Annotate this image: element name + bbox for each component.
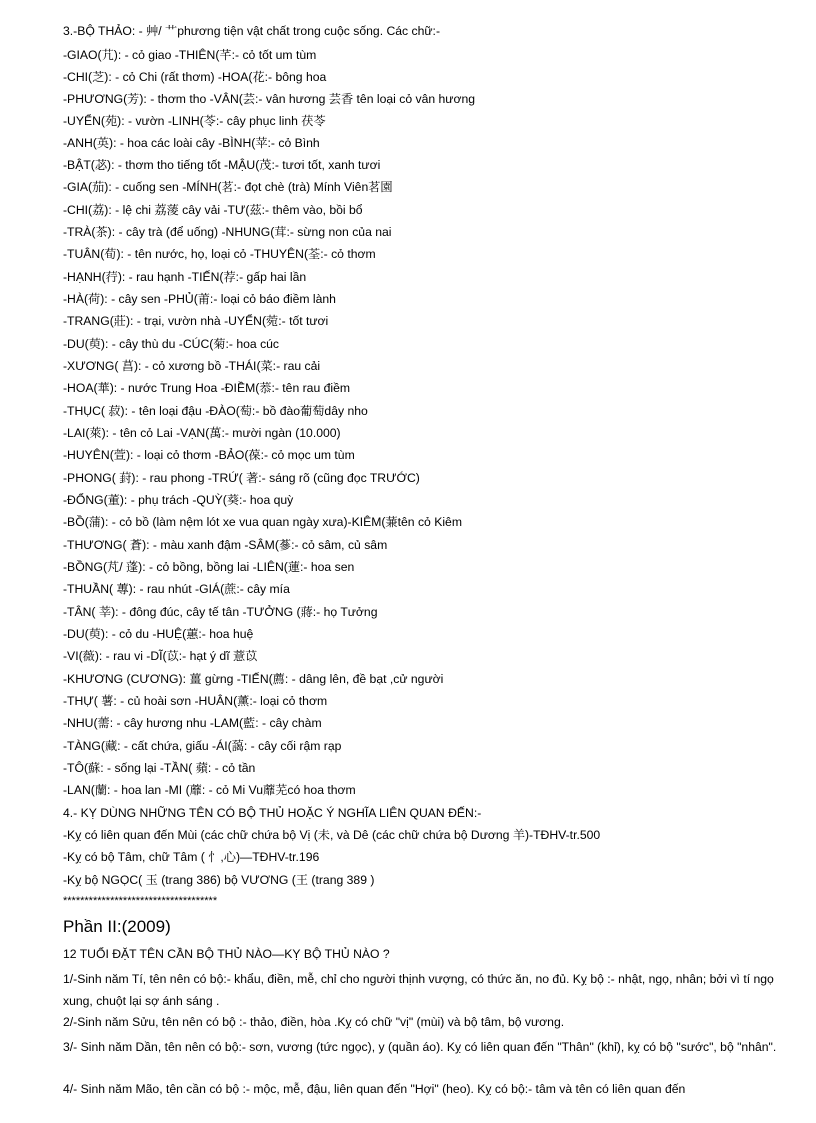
list-item: -DU(萸): - cỏ du -HUỆ(蕙:- hoa huệ	[63, 627, 254, 641]
list-item: -TRÀ(茶): - cây trà (để uống) -NHUNG(茸:- sừng non của nai	[63, 225, 392, 239]
list-item: -PHƯƠNG(芳): - thơm tho -VÂN(芸:- vân hương 芸香 tên loại cỏ vân hương	[63, 92, 476, 106]
section-4-heading: 4.- KỴ DÙNG NHỮNG TÊN CÓ BỘ THỦ HOẶC Ý NGHĨA LIÊN QUAN ĐẾN:-	[63, 806, 482, 820]
list-item: -LAI(萊): - tên cỏ Lai -VẠN(萬:- mười ngàn (10.000)	[63, 426, 341, 440]
list-item: -HUYÊN(萱): - loại cỏ thơm -BẢO(葆:- cỏ mọc um tùm	[63, 448, 355, 462]
list-item: -THỰ( 薯: - củ hoài sơn -HUÂN(薰:- loại cỏ thơm	[63, 694, 328, 708]
paragraph: 4/- Sinh năm Mão, tên cần có bộ :- mộc, mễ, đậu, liên quan đến "Hợi" (heo). Kỵ có bộ:- tâm và tên có liên quan đến	[63, 1082, 686, 1096]
list-item: -HÀ(荷): - cây sen -PHỦ(莆:- loại cỏ báo điềm lành	[63, 292, 336, 306]
list-item: -Kỵ có liên quan đến Mùi (các chữ chứa bộ Vị (未, và Dê (các chữ chứa bộ Dương 羊)-TĐHV-tr.500	[63, 828, 601, 842]
list-item: -DU(萸): - cây thù du -CÚC(菊:- hoa cúc	[63, 337, 280, 351]
list-item: -TUÂN(荀): - tên nước, họ, loại cỏ -THUYÊN(荃:- cỏ thơm	[63, 247, 376, 261]
list-item: -GIA(茄): - cuống sen -MÍNH(茗:- đọt chè (trà) Mính Viên茗園	[63, 180, 393, 194]
list-item: -BỒNG(芃/ 蓬): - cỏ bồng, bồng lai -LIÊN(蓮:- hoa sen	[63, 560, 355, 574]
list-item: -THỤC( 菽): - tên loại đậu -ĐÀO(萄:- bồ đào葡萄dây nho	[63, 404, 368, 418]
list-item: -UYỂN(苑): - vườn -LINH(苓:- cây phục linh 茯苓	[63, 114, 326, 128]
list-item: -BẬT(苾): - thơm tho tiếng tốt -MẬU(茂:- tươi tốt, xanh tươi	[63, 158, 381, 172]
list-item: -TÂN( 莘): - đông đúc, cây tế tân -TƯỞNG (蔣:- họ Tưởng	[63, 605, 378, 619]
part-2-title: Phần II:(2009)	[63, 917, 171, 936]
list-item: -VI(薇): - rau vi -DĨ(苡:- hạt ý dĩ 薏苡	[63, 649, 258, 663]
list-item: -CHI(芝): - cỏ Chi (rất thơm) -HOA(花:- bông hoa	[63, 70, 327, 84]
list-item: -ĐỔNG(董): - phụ trách -QUỲ(葵:- hoa quỳ	[63, 493, 294, 507]
list-item: -PHONG( 葑): - rau phong -TRỨ( 著:- sáng rõ (cũng đọc TRƯỚC)	[63, 471, 420, 485]
list-item: -Kỵ có bộ Tâm, chữ Tâm ( 忄,心)—TĐHV-tr.196	[63, 850, 320, 864]
list-item: -HOA(華): - nước Trung Hoa -ĐIỀM(菾:- tên rau điềm	[63, 381, 351, 395]
list-item: -Kỵ bộ NGỌC( 玉 (trang 386) bộ VƯƠNG (王 (trang 389 )	[63, 873, 375, 887]
list-item: -LAN(蘭: - hoa lan -MI (蘼: - cỏ Mi Vu蘼芜có hoa thơm	[63, 783, 356, 797]
list-item: -CHI(荔): - lệ chi 荔蔆 cây vải -TƯ(茲:- thêm vào, bồi bổ	[63, 203, 363, 217]
list-item: -THUẦN( 蓴): - rau nhút -GIÁ(蔗:- cây mía	[63, 582, 290, 596]
list-item: -TÔ(蘇: - sống lại -TẦN( 蘋: - cỏ tần	[63, 761, 256, 775]
list-item: -TRANG(莊): - trại, vườn nhà -UYỂN(菀:- tốt tươi	[63, 314, 329, 328]
list-item: -BỒ(蒲): - cỏ bồ (làm nệm lót xe vua quan ngày xưa)-KIÊM(蒹tên cỏ Kiêm	[63, 515, 462, 529]
list-item: -NHU(薷: - cây hương nhu -LAM(藍: - cây chàm	[63, 716, 322, 730]
list-item: -HẠNH(荇): - rau hạnh -TIẾN(荐:- gấp hai lần	[63, 270, 307, 284]
paragraph: 3/- Sinh năm Dần, tên nên có bộ:- sơn, vương (tức ngọc), y (quần áo). Kỵ có liên quan đến "Thân" (khỉ), kỵ có bộ "sước", bộ "nhân".	[63, 1040, 777, 1054]
separator: ************************************	[63, 895, 218, 907]
list-item: -GIAO(芁): - cỏ giao -THIÊN(芊:- cỏ tốt um tùm	[63, 48, 317, 62]
list-item: -ANH(英): - hoa các loài cây -BÌNH(苹:- cỏ Bình	[63, 136, 320, 150]
paragraph: 1/-Sinh năm Tí, tên nên có bộ:- khẩu, điền, mễ, chỉ cho người thịnh vượng, có thức ăn, no đủ. Kỵ bộ :- nhật, ngọ, nhân; bởi vì tí ngọ xung, chuột lại sợ ánh sáng .	[63, 972, 774, 1008]
paragraph: 2/-Sinh năm Sửu, tên nên có bộ :- thảo, điền, hòa .Kỵ có chữ "vị" (mùi) và bộ tâm, bộ vương.	[63, 1015, 565, 1029]
list-item: -XƯƠNG( 菖): - cỏ xương bồ -THÁI(菜:- rau cải	[63, 359, 321, 373]
list-item: -KHƯƠNG (CƯƠNG): 薑 gừng -TIẾN(薦: - dâng lên, đề bạt ,cử người	[63, 672, 444, 686]
list-item: -THƯƠNG( 蒼): - màu xanh đậm -SÂM(蔘:- cỏ sâm, củ sâm	[63, 538, 388, 552]
part-2-subtitle: 12 TUỔI ĐẶT TÊN CẦN BỘ THỦ NÀO—KỴ BỘ THỦ NÀO ?	[63, 947, 390, 961]
list-item: -TÀNG(藏: - cất chứa, giấu -ÁI(藹: - cây cối rậm rạp	[63, 739, 342, 753]
section-3-heading: 3.-BỘ THẢO: - 艸/ 艹phương tiện vật chất trong cuộc sống. Các chữ:-	[63, 24, 440, 38]
